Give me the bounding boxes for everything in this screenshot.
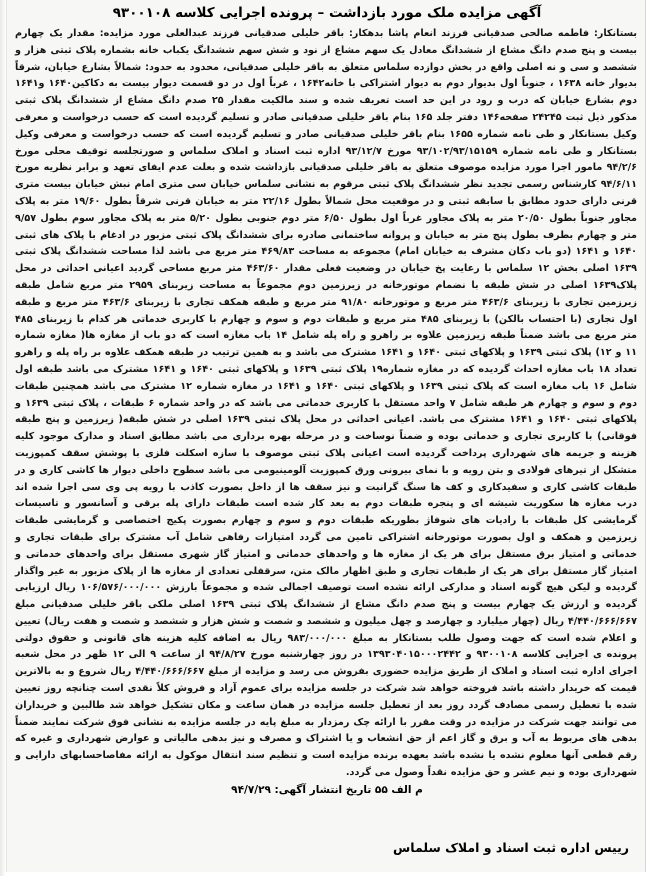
notice-body: بستانکار: فاطمه صالحی صدقیانی فرزند انعام پاشا بدهکار: باقر خلیلی صدقیانی فرزند عبدالعلی مورد مزایده: مقدار یک چهارم بیست و پنج صدم دانگ مشاع از ششدانگ معادل یک سهم مشاع از نود و شش سهم ششدانگ یکباب خانه بشماره پلاک ثبتی هزار و ششصد و سی و نه اصلی واقع در بخش دوازده سلماس متعلق به باقر خلیلی صدقیانی، محدود به حدود: شمالاً بشارع خیابان، شرقاً بدیوار خانه ۱۶۳۸ ، جنوباً اول بدیوار دوم به دیوار اشتراکی با خانه۱۶۴۲ ، غرباً اول در دو قسمت دیوار بیست به دکاکین۱۶۴۰ و۱۶۴۱ دوم بشارع خیابان که درب و رود در این حد است تعریف شده و سند مالکیت مقدار ۲۵ صدم دانگ مشاع از ششدانگ پلاک ثبتی مذکور ذیل ثبت ۲۴۲۴۵ صفحه۱۴۶ دفتر جلد ۱۶۵ بنام باقر خلیلی صدقیانی صادر و تسلیم گردیده است که حسب درخواست و معرفی وکیل بستانکار و طی نامه شماره ۱۶۵۵ بنام باقر خلیلی صدقیانی صادر و تسلیم گردیده است که حسب درخواست و معرفی وکیل بستانکار و طی نامه شماره ۹۳/۱۰۲/۹۳/۱۵۱۵۹ مورخ ۹۳/۱۲/۷ اداره ثبت اسناد و املاک سلماس و صورتجلسه توقیف محلی مورخ ۹۴/۲/۶ مامور اجرا مورد مزایده موصوف متعلق به باقر خلیلی صدقیانی بازداشت شده و بعلت عدم ایفای تعهد و برابر نظریه مورخ ۹۴/۶/۱۱ کارشناس رسمی تجدید نظر ششدانگ پلاک ثبتی مرقوم به نشانی سلماس خیابان سی متری امام نبش خیابان بیست متری قرنی دارای حدود مطابق با سابقه ثبتی و در موقعیت محل شمالاً بطول ۲۲/۱۶ متر به خیابان قرنی شرقاً بطول ۱۹/۶۰ متر به پلاک مجاور جنوباً بطول ۲۰/۵۰ متر به پلاک مجاور غرباً اول بطول ۶/۵۰ متر دوم جنوبی بطول ۵/۲۰ متر به پلاک مجاور سوم بطول ۹/۵۷ متر و چهارم بطرف بطول پنج متر به خیابان و پروانه ساختمانی صادره برای ششدانگ پلاک ثبتی مزبور در ادغام با پلاک های ثبتی ۱۶۴۰ و ۱۶۴۱ (دو باب دکان مشرف به خیابان امام) مجموعه به مساحت ۴۶۹/۸۳ متر مربع می باشد لذا مساحت ششدانگ پلاک ثبتی ۱۶۳۹ اصلی بخش ۱۲ سلماس با رعایت پخ خیابان در وضعیت فعلی مقدار ۴۶۳/۶۰ متر مربع مساحی گردید اعیانی احداثی در محل پلاک۱۶۳۹ اصلی در شش طبقه با نضمام موتورخانه در زیرزمین دوم مجموعاً به مساحت زیربنای ۲۹۵۹ متر مربع شامل طبقه زیرزمین تجاری با زیربنای ۴۶۳/۶ متر مربع و موتورخانه ۹۱/۸۰ متر مربع و طبقه همکف تجاری با زیربنای ۴۶۳/۶ متر مربع و طبقه اول تجاری (با احتساب بالکن) با زیربنای ۴۸۵ متر مربع و طبقات دوم و سوم و چهارم با کاربری خدماتی هر کدام با زیربنای ۴۸۵ متر مربع می باشد ضمناً طبقه زیرزمین علاوه بر راهرو و راه پله شامل ۱۴ باب مغازه است که دو باب از مغازه ها( مغازه شماره ۱۱ و ۱۲) پلاک ثبتی ۱۶۳۹ و پلاکهای ثبتی ۱۶۴۰ و ۱۶۴۱ مشترک می باشد و به همین ترتیب در طبقه همکف علاوه بر راه پله و راهرو تعداد ۱۸ باب مغازه احداث گردیده که در مغازه شماره۱۹ پلاک ثبتی ۱۶۳۹ و پلاکهای ثبتی ۱۶۴۰ و ۱۶۴۱ مشترک می باشد طبقه اول شامل ۱۶ باب مغازه است که پلاک ثبتی ۱۶۳۹ و پلاکهای ثبتی ۱۶۴۰ و ۱۶۴۱ در مغازه شماره ۱۲ مشترک می باشد همچنین طبقات دوم و سوم و چهارم هر طبقه شامل ۷ واحد مستقل با کاربری خدماتی می باشد که در واحد شماره ۶ طبقات ، پلاک ثبتی ۱۶۳۹ و پلاکهای ثبتی ۱۶۴۰ و ۱۶۴۱ مشترک می باشد. اعیانی احداثی در محل پلاک ثبتی ۱۶۳۹ اصلی در شش طبقه( زیرزمین و پنج طبقه فوقانی) با کاربری تجاری و خدماتی بوده و ضمناً نوساخت و در مرحله بهره برداری می باشد مطابق اسناد و مدارک موجود کلیه هزینه و جریمه های شهرداری پرداخت گردیده است اعیانی پلاک ثبتی موصوف با سازه اسکلت فلزی با پوشش سقف کمپوزیت متشکل از تیرهای فولادی و بتن رویه و با نمای بیرونی ورق کمپوزیت آلومینیومی می باشد سطوح داخلی دیوار ها کاشی کاری و در طبقات کاشی کاری و سفیدکاری و کف ها سنگ گرانیت و نیز سقف ها از داخل بصورت کاذب با رویه پی وی سی اجرا شده اند درب مغازه ها سکوریت شیشه ای و پنجره طبقات دوم به بعد کار شده است طبقات دارای پله برقی و آسانسور و تاسیسات گرمایشی کل طبقات با رادیات های شوفاژ بطوریکه طبقات دوم و سوم و چهارم بصورت پکیج اختصاصی و گرمایشی طبقات زیرزمین و همکف و اول بصورت موتورخانه اشتراکی تامین می گردد امتیازات رفاهی شامل آب مشترک برای طبقات تجاری و خدماتی و امتیاز برق مستقل برای هر یک از مغازه ها و واحدهای خدماتی و امتیاز گاز شهری مستقل برای واحدهای خدماتی و امتیاز گاز مستقل برای هر یک از طبقات تجاری و طبق اظهار مالک متن، سرقفلی تعدادی از مغازه ها از پلاک مزبور به غیر واگذار گردیده و لیکن هیچ گونه اسناد و مدارکی ارائه نشده است توصیف اجمالی شده و مجموعاً بارزش ۱۰۶/۵۷۶/۰۰۰/۰۰۰ ریال ارزیابی گردیده و ارزش یک چهارم بیست و پنج صدم دانگ مشاع از ششدانگ پلاک ثبتی ۱۶۳۹ اصلی ملکی باقر خلیلی صدقیانی مبلغ ۴/۴۴۰/۶۶۶/۶۶۷ ریال (چهار میلیارد و چهارصد و چهل میلیون و ششصد و شصت و شش هزار و ششصد و شصت و هفت ریال) تعیین و اعلام شده است که جهت وصول طلب بستانکار به مبلغ ۹۸۳/۰۰۰/۰۰۰ ریال به اضافه کلیه هزینه های قانونی و حقوق دولتی پرونده ی اجرایی کلاسه ۹۳۰۰۱۰۸ و ۱۳۹۳۰۴۰۱۵۰۰۰۲۴۴۲ در روز چهارشنبه مورخ ۹۴/۸/۲۷ از ساعت ۹ الی ۱۲ ظهر در محل شعبه اجرای اداره ثبت اسناد و املاک از طریق مزایده حضوری بفروش می رسد و مزایده از مبلغ ۴/۴۴۰/۶۶۶/۶۶۷ ریال شروع و به بالاترین قیمت که خریدار داشته باشد فروخته خواهد شد شرکت در جلسه مزایده برای عموم آزاد و فروش کلاً نقدی است چنانچه روز تعیین شده با تعطیل رسمی مصادف گردد روز بعد از تعطیل جلسه مزایده در همان ساعت و مکان تشکیل خواهد شد طالبین و خریداران می توانند جهت شرکت در مزایده در وقت مقرر با ارائه چک رمزدار به مبلغ پایه در جلسه مزایده به نشانی فوق شرکت نمایند ضمناً بدهی های مربوط به آب و برق و گاز اعم از حق انشعاب و یا اشتراک و مصرف و نیز بدهی مالیاتی و عوارض شهرداری و غیره که رقم قطعی آنها معلوم نشده یا نشده باشد بعهده برنده مزایده است و تنظیم سند انتقال موکول به ارائه مفاصاحسابهای دارایی و شهرداری بوده و نیم عشر و حق مزایده نقداً وصول می گردد. [15, 28, 638, 779]
publish-date: م الف ۵۵ تاریخ انتشار آگهی: ۹۴/۷/۲۹ [231, 784, 423, 796]
notice-title: آگهی مزایده ملک مورد بازداشت – پرونده اجرایی کلاسه ۹۳۰۰۱۰۸ [112, 5, 542, 21]
newspaper-clipping [6, 0, 646, 872]
issuing-authority-signature: رییس اداره ثبت اسناد و املاک سلماس [393, 840, 629, 855]
